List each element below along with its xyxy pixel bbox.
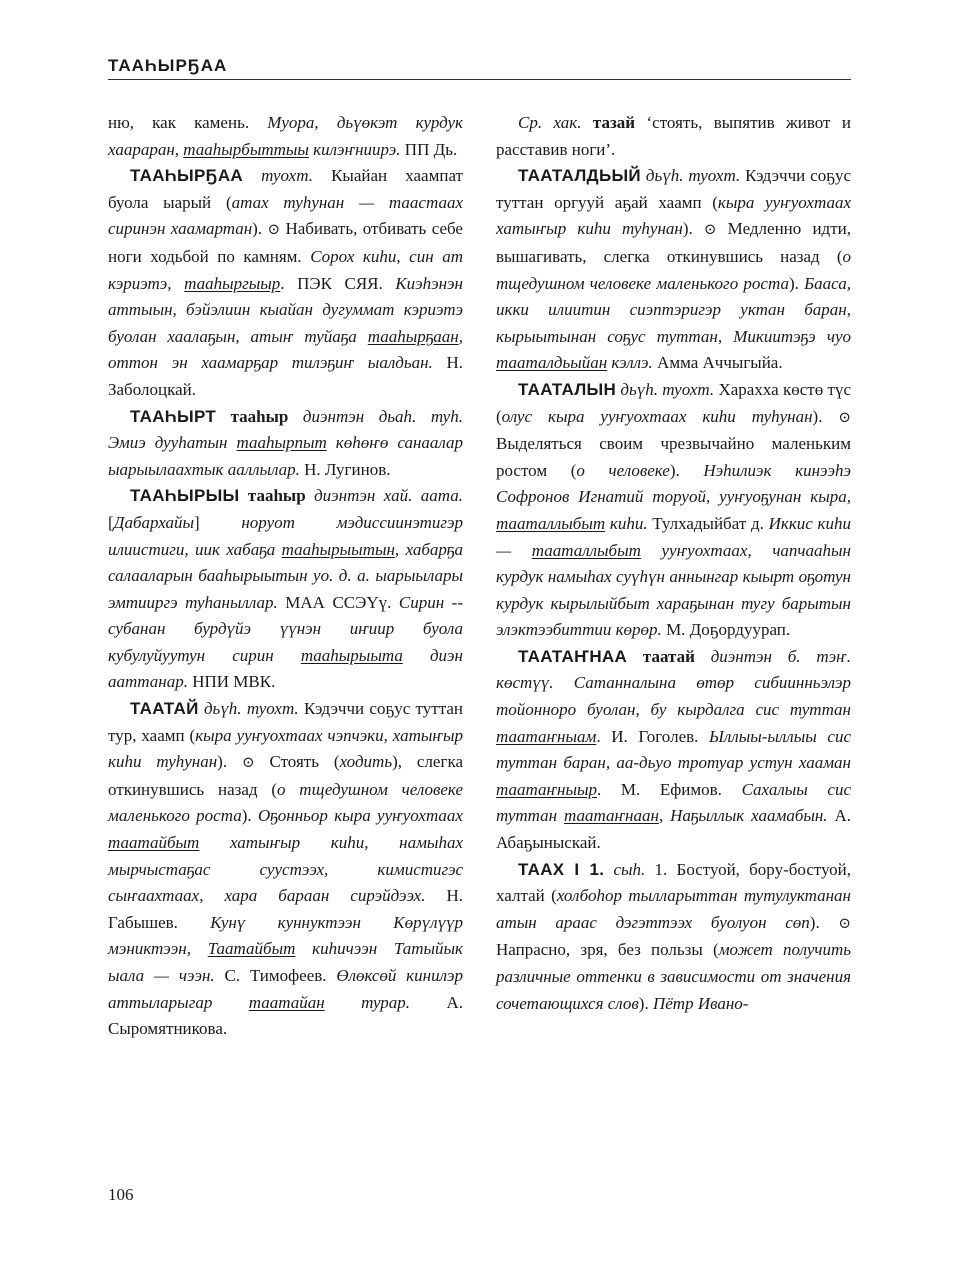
running-head: ТААҺЫРҔАА bbox=[108, 56, 228, 75]
entry-taahyrt: ТААҺЫРТ тааһыр диэнтэн дьаһ. туһ. Эмиэ дууһатын тааһырпыт көһөҥө санаалар ыарыылаахтык ааллылар. Н. Лугинов. bbox=[108, 406, 463, 479]
entry-taahyryy: ТААҺЫРЫЫ тааһыр диэнтэн хай. аата. [Дабархайы] норуот мэдиссиинэтигэр илиистиги, иик хабаҕа тааһырыытын, хабарҕа салааларын бааһырыытын уо. д. а. ыарыылары эмтииргэ туһаныллар. МАА ССЭҮү. Сирин -- субанан бурдүйэ үүнэн иҥиир буола кубулуйуутун сирин тааһырыыта диэн ааттанар. НПИ МВК. bbox=[108, 486, 463, 692]
comparison-note: Ср. хак. тазай ‘стоять, выпятив живот и расставив ноги’. bbox=[496, 113, 851, 159]
entry-taataldyi: ТААТАЛДЬЫЙ дьүһ. туохт. Кэдэччи соҕус туттан оргууй аҕай хаамп (кыра ууҥуохтаах хатыҥыр киһи туһунан). ⊙ Медленно идти, вышагивать, слегка откинувшись назад (о тщедушном человеке маленького роста). Бааса, икки илиитин сиэптэригэр уктан баран, кырыытынан соҕус туттан, Микиитэҕэ чуо тааталдьыйан кэллэ. Амма Аччыгыйа. bbox=[496, 166, 852, 373]
headword: ТААҺЫРТ bbox=[130, 406, 217, 426]
sense-marker-icon: ⊙ bbox=[838, 409, 851, 426]
entry-taatai: ТААТАЙ дьүһ. туохт. Кэдэччи соҕус туттан тур, хаамп (кыра ууҥуохтаах чэпчэки, хатыҥыр киһи туһунан). ⊙ Стоять (ходить), слегка откинувшись назад (о тщедушном человеке маленького роста). Оҕонньор кыра ууҥуохтаах таатайбыт хатыҥыр киһи, намыһах мырчыстаҕас суустээх, кимистигэс сыҥаахтаах, хара бараан сирэйдээх. Н. Габышев. Кунү куннуктээн Көрүлүүр мэниктээн, Таатайбыт киһичээн Татыйык ыала — чээн. С. Тимофеев. Өлөксөй кинилэр аттыларыгар таатайан турар. А. Сыромятникова. bbox=[108, 699, 464, 1039]
entry-taahyrgaa: ТААҺЫРҔАА туохт. Кыайан хаампат буола ыарый (атах туһунан — таастаах сиринэн хаамартан). ⊙ Набивать, отбивать себе ноги ходьбой по камням. Сорох киһи, син ат кэриэтэ, тааһыргыыр. ПЭК СЯЯ. Киэһэнэн аттыын, бэйэлиин кыайан дугуммат кэриэтэ буолан хаалаҕын, атыҥ туйаҕа тааһырҕаан, оттон эн хаамарҕар тилэҕиҥ ыалдьан. Н. Заболоцкай. bbox=[108, 166, 463, 399]
sense-marker-icon: ⊙ bbox=[838, 915, 851, 932]
headword: ТААҺЫРҔАА bbox=[130, 166, 243, 186]
example-form: тааһырбыттыы bbox=[183, 139, 309, 159]
headword: ТААТАЙ bbox=[130, 699, 199, 719]
page-number: 106 bbox=[108, 1185, 134, 1204]
headword: ТААТАҤНАА bbox=[518, 646, 628, 666]
entry-taatangnaa: ТААТАҤНАА таатай диэнтэн б. тэҥ. көстүү. Сатанналына өтөр сибиинньэлэр тойонноро буолан, бу кырдалга сис туттан таатаҥныам. И. Гоголев. Ыллыы-ыллыы сис туттан баран, аа-дьуо тротуар устун хааман таатаҥныыр. М. Ефимов. Сахалыы сис туттан таатаҥнаан, Наҕыллык хаамабын. А. Абаҕыныскай. bbox=[496, 646, 851, 853]
entry-taah: ТААХ I 1. сыһ. 1. Бостуой, бору-бостуой, халтай (холбоһор тылларыттан тутулуктанан атын араас дэгэттээх буолуон сөп). ⊙ Напрасно, зря, без пользы (может получить различные оттенки в зависимости от значения сочетающихся слов). Пётр Ивано- bbox=[496, 859, 851, 1013]
continued-paragraph: ню, как камень. Муора, дьүөкэт курдук хаараран, тааһырбыттыы килэҥниирэ. ПП Дь. bbox=[108, 113, 463, 159]
headword: ТААХ I bbox=[518, 859, 580, 879]
right-column bbox=[496, 110, 851, 1017]
headword: ТААТАЛЫН bbox=[518, 379, 617, 399]
headword: ТААҺЫРЫЫ bbox=[130, 486, 240, 506]
entry-taatalyn: ТААТАЛЫН дьүһ. туохт. Харахха көстө түс (олус кыра ууҥуохтаах киһи туһунан). ⊙ Выделяться своим чрезвычайно маленьким ростом (о человеке). Нэһилиэк кинээһэ Софронов Игнатий торуой, ууҥуоҕунан кыра, тааталлыбыт киһи. Тулхадыйбат д. Иккис киһи — тааталлыбыт ууҥуохтаах, чапчааһын курдук намыһах суүһүн аннынгар кыырт оҕотун курдук кырылыйбыт хараҕынан тугу барытын элэктээбиттии көрөр. М. Доҕордуурап. bbox=[496, 379, 851, 640]
left-column bbox=[108, 110, 463, 1043]
headword: ТААТАЛДЬЫЙ bbox=[518, 166, 641, 186]
sense-marker-icon: ⊙ bbox=[703, 222, 717, 239]
header-rule bbox=[108, 79, 851, 80]
sense-marker-icon: ⊙ bbox=[242, 755, 255, 772]
sense-marker-icon: ⊙ bbox=[267, 222, 281, 239]
